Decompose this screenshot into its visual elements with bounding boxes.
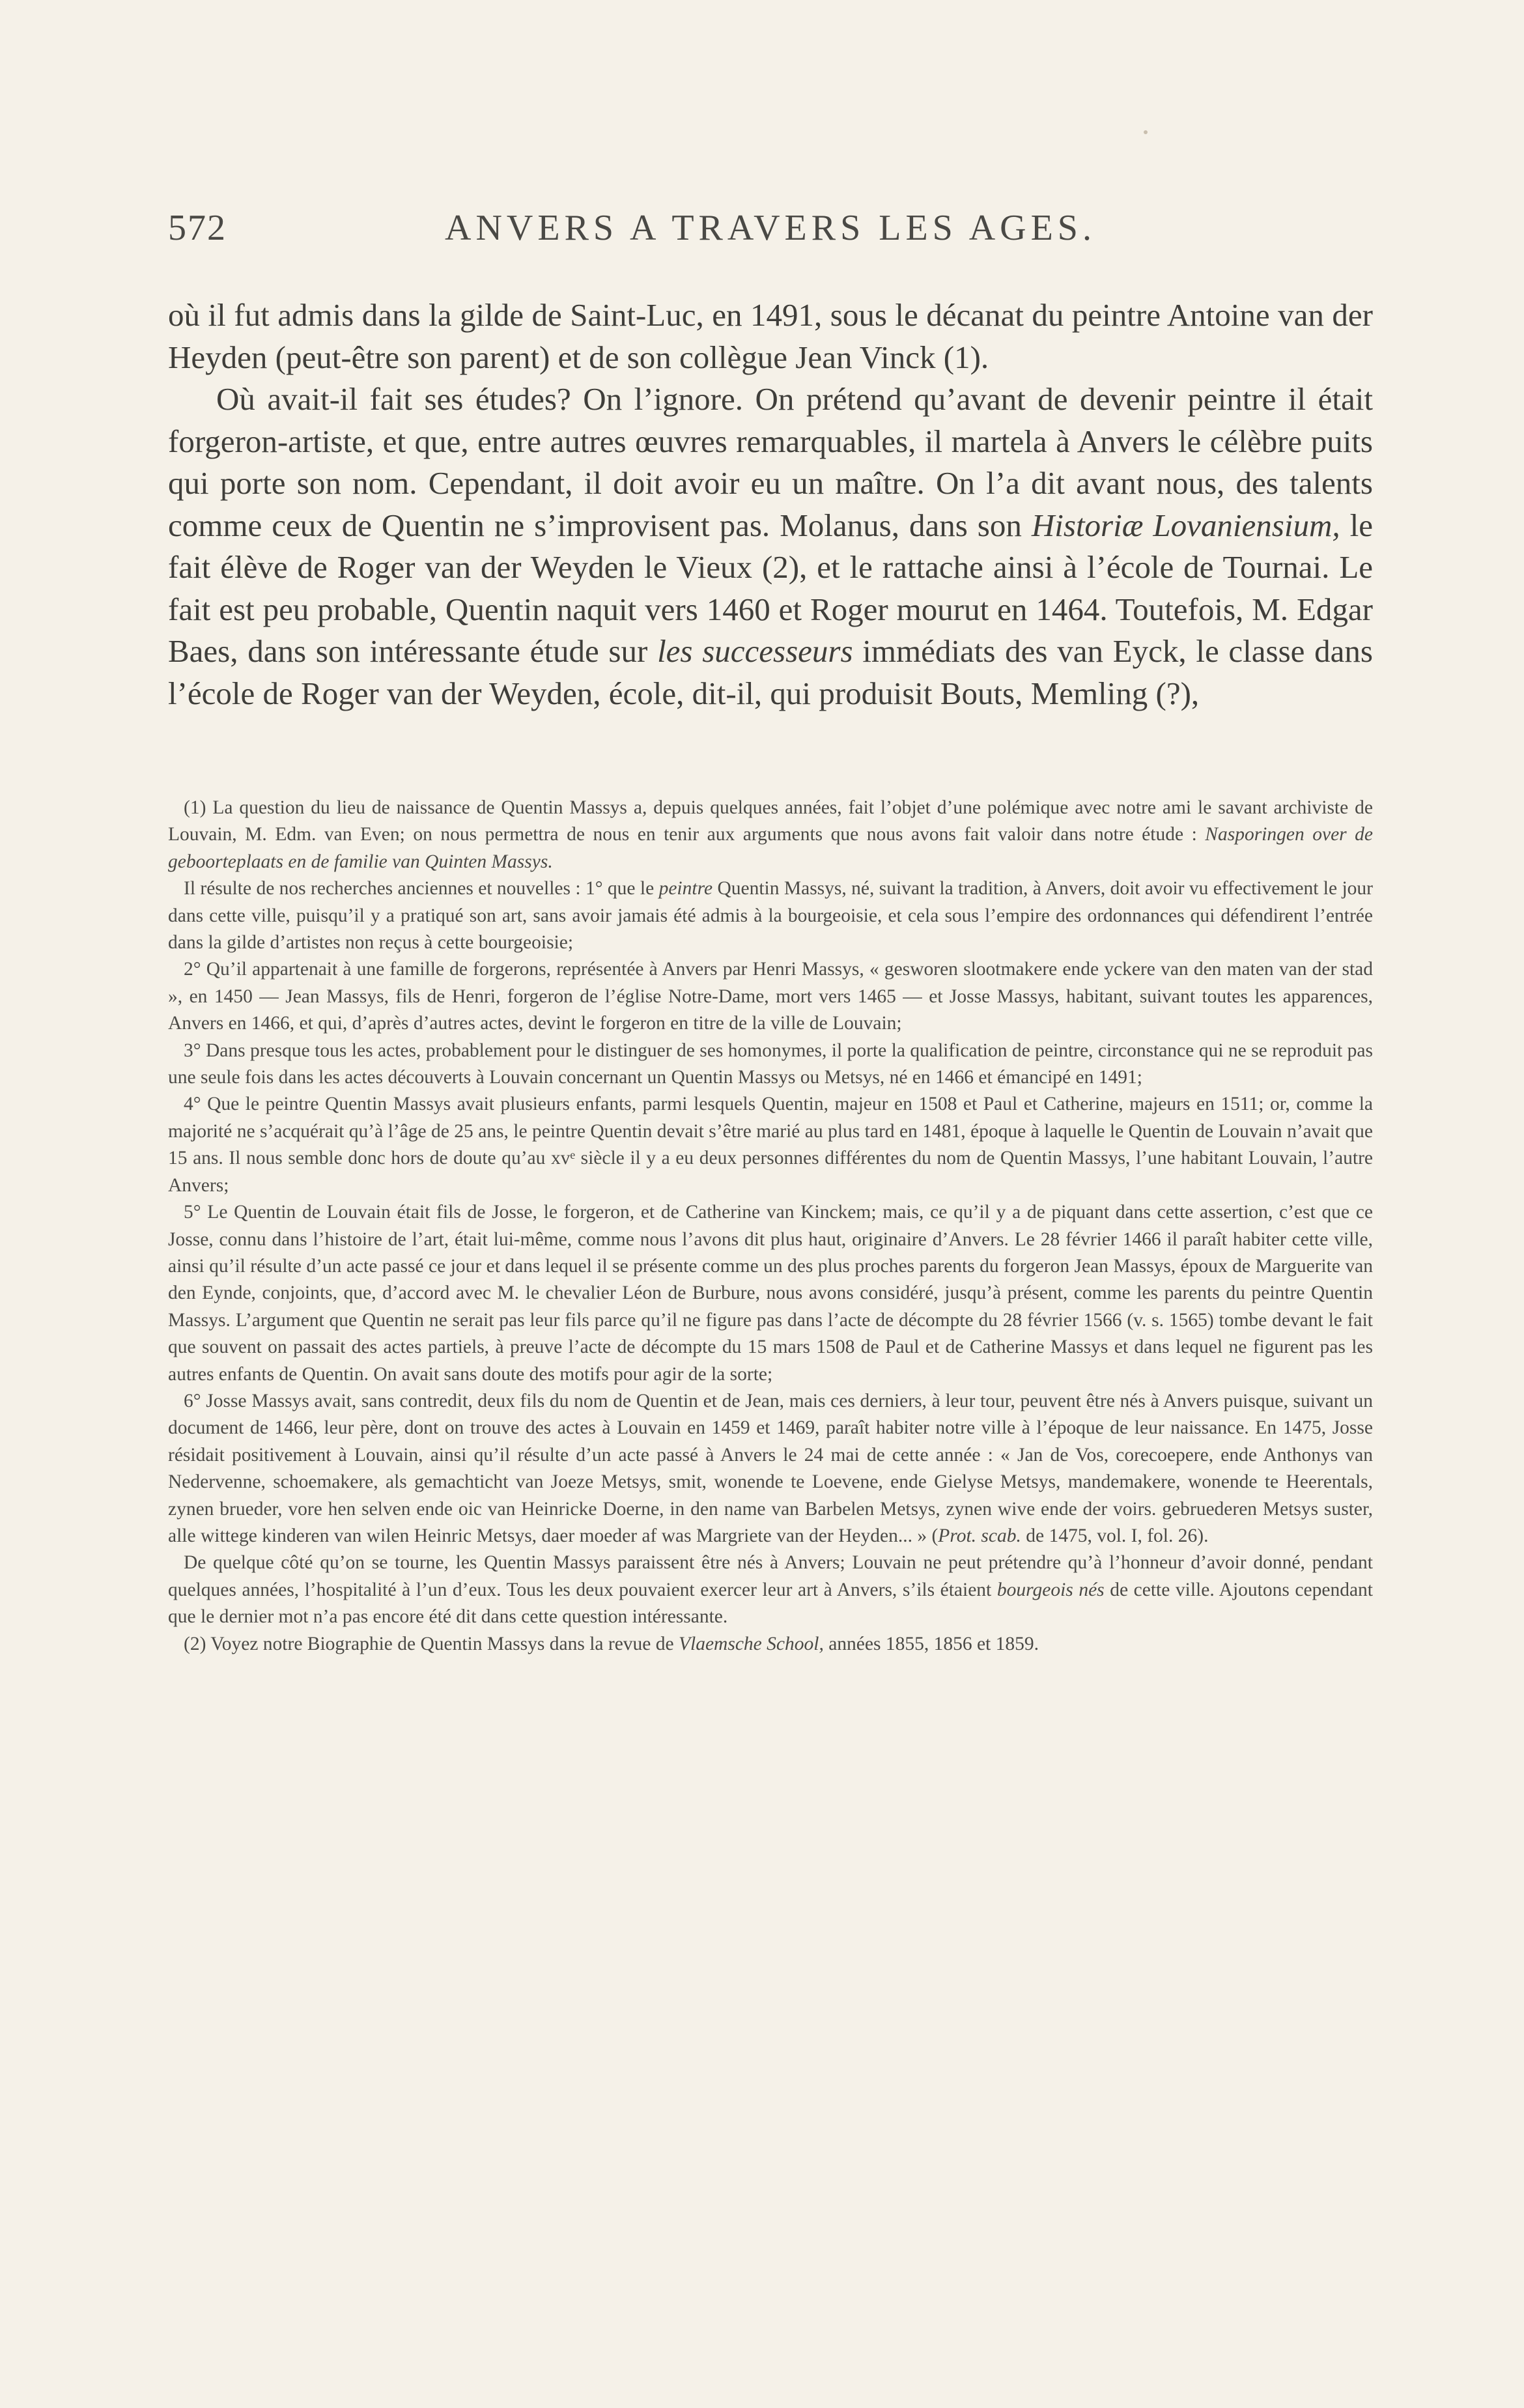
footnote-1-point-1: Il résulte de nos recherches anciennes et nouvelles : 1° que le peintre Quentin Massys, né, suivant la tradition, à Anvers, doit avoir vu effectivement le jour dans cette ville, puisqu’il y a pratiqué son art, sans avoir jamais été admis à la bourgeoisie, et cela sous l’empire des ordonnances qui défendirent l’entrée dans la gilde d’artistes non reçus à cette bourgeoisie; — [168, 878, 1374, 954]
title-historiae: Historiæ Lovaniensium, — [1031, 507, 1340, 543]
title-successeurs: les successeurs — [657, 633, 853, 669]
page-number: 572 — [168, 208, 227, 248]
footnote-1-point-2: 2° Qu’il appartenait à une famille de forgerons, représentée à Anvers par Henri Massys, « gesworen slootmakere ende yckere van den maten van der stad », en 1450 — Jean Massys, fils de Henri, forgeron de l’église Notre-Dame, mort vers 1465 — et Josse Massys, habitant, suivant toutes les apparences, Anvers en 1466, et qui, d’après d’autres actes, devint le forgeron en titre de la ville de Louvain; — [168, 959, 1373, 1034]
footnote-1-conclusion: De quelque côté qu’on se tourne, les Quentin Massys paraissent être nés à Anvers; Louvain ne peut prétendre qu’à l’honneur d’avoir donné, pendant quelques années, l’hospitalité à l’un d’eux. Tous les deux pouvaient exercer leur art à Anvers, s’ils étaient bourgeois nés de cette ville. Ajoutons cependant que le dernier mot n’a pas encore été dit dans cette question intéressante. — [168, 1552, 1373, 1628]
footnote-1: (1) La question du lieu de naissance de Quentin Massys a, depuis quelques années, fait l’objet d’une polémique avec notre ami le savant archiviste de Louvain, M. Edm. van Even; on nous permettra de nous en tenir aux arguments que nous avons fait valoir dans notre étude : Nasporingen over de geboorteplaats en de familie van Quinten Massys. — [168, 797, 1374, 872]
paragraph-2: Où avait-il fait ses études? On l’ignore. On prétend qu’avant de devenir peintre il était forgeron-artiste, et que, entre autres œuvres remarquables, il martela à Anvers le célèbre puits qui porte son nom. Cependant, il doit avoir eu un maître. On l’a dit avant nous, des talents comme ceux de Quentin ne s’improvisent pas. Molanus, dans son Historiæ Lovaniensium, le fait élève de Roger van der Weyden le Vieux (2), et le rattache ainsi à l’école de Tournai. Le fait est peu probable, Quentin naquit vers 1460 et Roger mourut en 1464. Toutefois, M. Edgar Baes, dans son intéressante étude sur les successeurs immédiats des van Eyck, le classe dans l’école de Roger van der Weyden, école, dit-il, qui produisit Bouts, Memling (?), — [168, 381, 1373, 711]
footnote-2: (2) Voyez notre Biographie de Quentin Massys dans la revue de Vlaemsche School, années 1855, 1856 et 1859. — [184, 1633, 1039, 1654]
running-title: ANVERS A TRAVERS LES AGES. — [445, 208, 1096, 248]
footnote-1-point-6: 6° Josse Massys avait, sans contredit, deux fils du nom de Quentin et de Jean, mais ces derniers, à leur tour, peuvent être nés à Anvers puisque, suivant un document de 1466, leur père, dont on trouve des actes à Louvain en 1459 et 1469, paraît habiter notre ville à l’époque de leur naissance. En 1475, Josse résidait positivement à Louvain, ainsi qu’il résulte d’un acte passé à Anvers le 24 mai de cette année : « Jan de Vos, corecoepere, ende Anthonys van Nedervenne, schoemakere, als gemachticht van Joeze Metsys, smit, wonende te Loevene, ende Gielyse Metsys, mandemakere, wonende te Heerentals, zynen brueder, vore hen selven ende oic van Heinricke Doerne, in den name van Barbelen Metsys, zynen wive ende der voirs. gebruederen Metsys suster, alle wittege kinderen van wilen Heinric Metsys, daer moeder af was Margriete van der Heyden... » (Prot. scab. de 1475, vol. I, fol. 26). — [168, 1390, 1373, 1546]
page-header — [168, 207, 1373, 253]
main-text — [168, 294, 1373, 715]
footnote-1-point-3: 3° Dans presque tous les actes, probablement pour le distinguer de ses homonymes, il porte la qualification de peintre, circonstance qui ne se reproduit pas une seule fois dans les actes découverts à Louvain concernant un Quentin Massys ou Metsys, né en 1466 et émancipé en 1491; — [168, 1040, 1373, 1088]
footnotes — [168, 795, 1373, 1658]
paper-speck — [1144, 130, 1148, 134]
footnote-1-point-4: 4° Que le peintre Quentin Massys avait plusieurs enfants, parmi lesquels Quentin, majeur en 1508 et Paul et Catherine, majeurs en 1511; or, comme la majorité ne s’acquérait qu’à l’âge de 25 ans, le peintre Quentin devait s’être marié au plus tard en 1481, époque à laquelle le Quentin de Louvain n’avait que 15 ans. Il nous semble donc hors de doute qu’au xvᵉ siècle il y a eu deux personnes différentes du nom de Quentin Massys, l’une habitant Louvain, l’autre Anvers; — [168, 1094, 1373, 1196]
footnote-1-point-5: 5° Le Quentin de Louvain était fils de Josse, le forgeron, et de Catherine van Kinckem; mais, ce qu’il y a de piquant dans cette assertion, c’est que ce Josse, connu dans l’histoire de l’art, était lui-même, comme nous l’avons dit plus haut, originaire d’Anvers. Le 28 février 1466 il paraît habiter cette ville, ainsi qu’il résulte d’un acte passé ce jour et dans lequel il se présente comme un des plus proches parents du forgeron Jean Massys, époux de Marguerite van den Eynde, conjoints, que, d’accord avec M. le chevalier Léon de Burbure, nous avons considéré, jusqu’à présent, comme les parents du peintre Quentin Massys. L’argument que Quentin ne serait pas leur fils parce qu’il ne figure pas dans l’acte de décompte du 28 février 1566 (v. s. 1565) tombe devant le fait que souvent on passait des actes partiels, à preuve l’acte de décompte du 15 mars 1508 de Paul et de Catherine Massys et dans lequel ne figurent pas les autres enfants de Quentin. On avait sans doute des motifs pour agir de la sorte; — [168, 1202, 1373, 1385]
paragraph-1: où il fut admis dans la gilde de Saint-Luc, en 1491, sous le décanat du peintre Antoine van der Heyden (peut-être son parent) et de son collègue Jean Vinck (1). — [168, 297, 1373, 375]
